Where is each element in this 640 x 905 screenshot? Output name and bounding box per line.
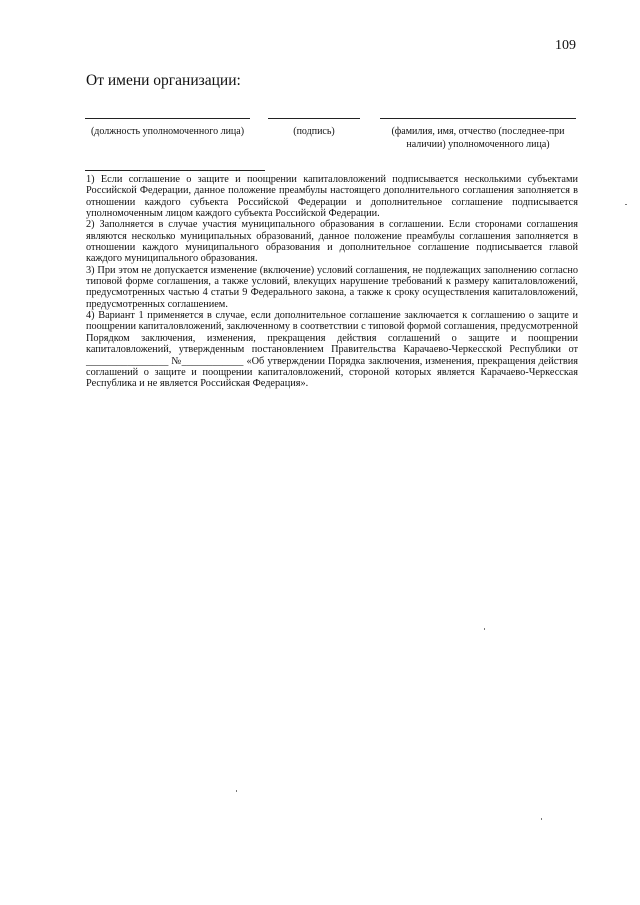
signature-line — [85, 118, 250, 119]
scan-speck — [236, 790, 237, 792]
page-number: 109 — [555, 38, 576, 53]
scan-speck — [541, 818, 542, 820]
footnote-divider — [85, 170, 265, 171]
footnote-2: 2) Заполняется в случае участия муниципального образования в соглашении. Если сторонами соглашения являются несколько муниципальных образований, данное положение преамбулы соглашения заполняется в отношении каждого муниципального образования и дополнительное соглашение подписывается главой каждого муниципального образования. — [86, 219, 578, 265]
name-caption: (фамилия, имя, отчество (последнее-при наличии) уполномоченного лица) — [391, 126, 565, 150]
organization-heading: От имени организации: — [86, 72, 241, 89]
scan-speck — [625, 204, 627, 205]
signature-field-position — [85, 118, 250, 138]
footnotes — [86, 174, 578, 390]
signature-field-name — [380, 118, 576, 151]
signature-line — [268, 118, 360, 119]
footnote-3: 3) При этом не допускается изменение (включение) условий соглашения, не подлежащих заполнению согласно типовой форме соглашения, а также условий, влекущих нарушение требований к размеру капиталовложений, предусмотренных частью 4 статьи 9 Федерального закона, а также к сроку осуществления капиталовложений, предусмотренных соглашением. — [86, 264, 578, 310]
signature-line — [380, 118, 576, 119]
scan-speck — [484, 628, 485, 630]
signature-field-signature — [268, 118, 360, 138]
position-caption: (должность уполномоченного лица) — [90, 126, 245, 137]
signature-caption: (подпись) — [293, 126, 335, 137]
footnote-1: 1) Если соглашение о защите и поощрении капиталовложений подписывается несколькими субъектами Российской Федерации, данное положение преамбулы настоящего дополнительного соглашения заполняется в отношении каждого субъекта Российской Федерации и дополнительное соглашение подписывается уполномоченным лицом каждого субъекта Российской Федерации. — [86, 174, 578, 220]
footnote-4: 4) Вариант 1 применяется в случае, если дополнительное соглашение заключается к соглашению о защите и поощрении капиталовложений, заключенному в соответствии с типовой формой соглашения, предусмотренной Порядком заключения, изменения, прекращения действия соглашений о защите и поощрении капиталовложений, утвержденным постановлением Правительства Карачаево-Черкесской Республики от ________________ №____________ «Об утверждении Порядка заключения, изменения, прекращения действия соглашений о защите и поощрении капиталовложений, стороной которых является Карачаево-Черкесская Республика и не является Российская Федерация». — [86, 310, 578, 390]
